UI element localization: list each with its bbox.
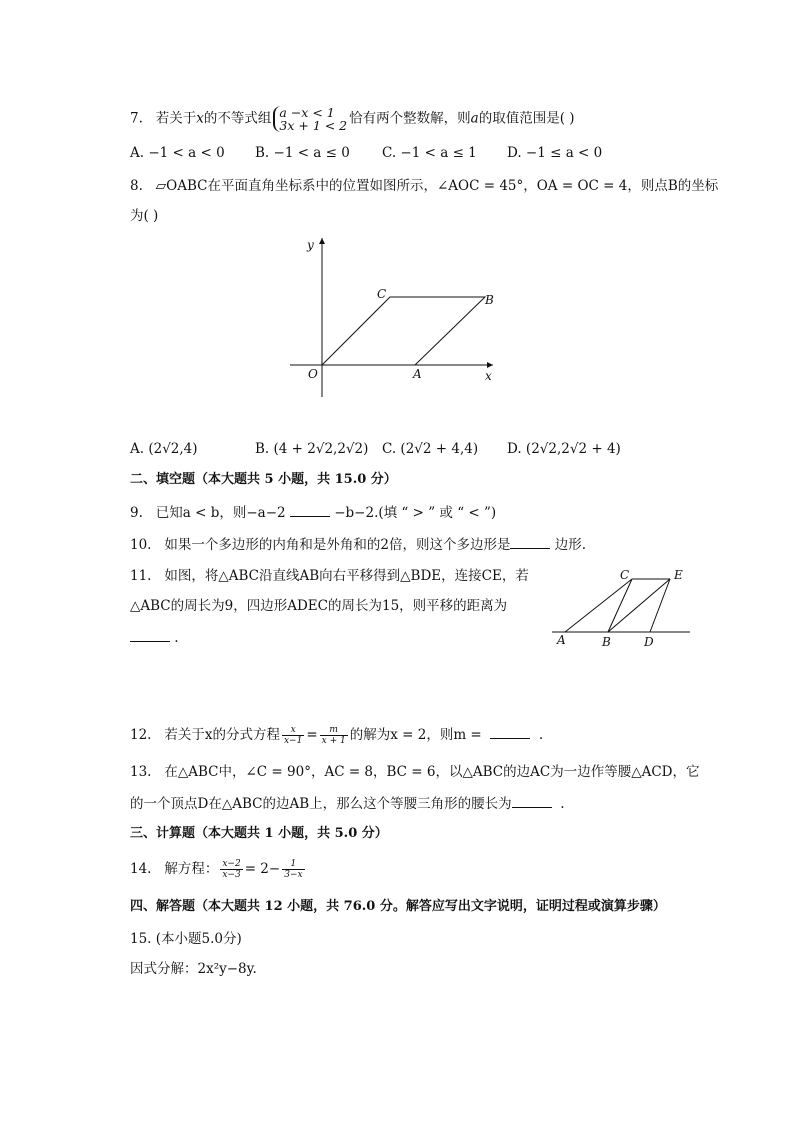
q8-line1: ▱OABC在平面直角坐标系中的位置如图所示，∠AOC = 45°，OA = OC = 4，则点B的坐标: [155, 178, 719, 194]
question-14: [130, 859, 307, 880]
q7-var-x: x: [196, 110, 204, 127]
fig11-label-a: A: [557, 633, 566, 647]
q13-line1: 在△ABC中，∠C = 90°，AC = 8，BC = 6，以△ABC的边AC为一边作等腰△ACD，它: [164, 764, 700, 780]
fig11-label-e: E: [674, 568, 683, 582]
section-3-heading: 三、计算题（本大题共 1 小题，共 5.0 分）: [130, 826, 388, 841]
x-axis-label: x: [485, 369, 492, 383]
question-7: [130, 106, 575, 132]
q12-text-b: 的解为x = 2，则m =: [349, 727, 482, 743]
y-axis-label: y: [307, 238, 314, 252]
q8-option-c[interactable]: C. (2√2 + 4,4): [382, 441, 479, 457]
q9-text-a: 已知a < b，则−a−2: [155, 505, 286, 521]
point-c-label: C: [377, 287, 387, 301]
q7-option-a[interactable]: A. −1 < a < 0: [130, 145, 225, 161]
q12-text-c: .: [538, 727, 544, 743]
q11-line3: [130, 627, 179, 648]
question-11: [130, 566, 529, 586]
fig11-label-c: C: [620, 568, 630, 582]
q12-frac1-numerator: x: [282, 725, 304, 736]
point-o-label: O: [308, 367, 318, 381]
q8-number: 8.: [130, 178, 143, 194]
q12-frac2-denominator: x + 1: [321, 736, 346, 746]
q12-answer-blank[interactable]: [490, 724, 530, 739]
q11-line3-tail: .: [174, 630, 179, 646]
q7-sys-line2: 3x + 1 < 2: [279, 118, 348, 133]
q10-text-a: 如果一个多边形的内角和是外角和的2倍，则这个多边形是: [164, 537, 511, 553]
q12-fraction-1: [282, 725, 304, 746]
q9-text-b: −b−2.(填 “ > ” 或 “ < ”): [334, 505, 497, 521]
q13-line2-b: .: [560, 796, 565, 812]
q11-translation-figure: [550, 564, 695, 654]
q8-option-a[interactable]: A. (2√2,4): [130, 441, 198, 457]
q14-middle: = 2−: [244, 861, 281, 877]
q7-option-b[interactable]: B. −1 < a ≤ 0: [255, 145, 350, 161]
question-8: [130, 176, 718, 196]
q12-fraction-2: [320, 725, 348, 746]
q14-frac1-denominator: x−3: [222, 870, 241, 880]
q8-option-d[interactable]: D. (2√2,2√2 + 4): [507, 441, 621, 457]
point-a-label: A: [413, 367, 422, 381]
q7-text: 若关于: [155, 110, 197, 127]
q14-number: 14.: [130, 861, 152, 877]
fig11-label-d: D: [644, 635, 654, 649]
triangle-bde: [608, 579, 670, 632]
question-12: [130, 724, 543, 746]
q14-frac2-numerator: 1: [282, 859, 304, 870]
triangle-abc: [565, 579, 632, 632]
q7-option-c[interactable]: C. −1 < a ≤ 1: [382, 145, 477, 161]
q11-number: 11.: [130, 568, 152, 584]
q8-coordinate-figure: [285, 232, 510, 402]
q10-answer-blank[interactable]: [510, 534, 550, 549]
q13-number: 13.: [130, 764, 152, 780]
q13-line2-a: 的一个顶点D在△ABC的边AB上，那么这个等腰三角形的腰长为: [130, 796, 512, 812]
q12-frac2-numerator: m: [320, 725, 348, 736]
q14-fraction-1: [220, 859, 242, 880]
q9-answer-blank[interactable]: [290, 502, 330, 517]
q12-equals: =: [306, 727, 318, 743]
q7-text-c: 恰有两个整数解，则: [349, 110, 471, 127]
q11-answer-blank[interactable]: [130, 627, 170, 642]
q7-option-d[interactable]: D. −1 ≤ a < 0: [507, 145, 603, 161]
q13-line2: [130, 793, 565, 814]
q10-text-b: 边形.: [554, 537, 587, 553]
q12-number: 12.: [130, 727, 152, 743]
y-axis-arrow-icon: [319, 238, 325, 244]
q10-number: 10.: [130, 537, 152, 553]
q12-text-a: 若关于x的分式方程: [164, 727, 280, 743]
q8-line2: 为( ): [130, 208, 159, 224]
question-13: [130, 762, 700, 782]
q7-var-a: a: [470, 110, 479, 127]
fig11-label-b: B: [602, 635, 611, 649]
q15-header: 15. (本小题5.0分): [130, 931, 242, 947]
q7-text-b: 的不等式组: [203, 110, 272, 127]
q7-inequality-system: [273, 106, 347, 132]
q15-text: 因式分解：2x²y−8y.: [130, 961, 257, 977]
section-2-heading: 二、填空题（本大题共 5 小题，共 15.0 分）: [130, 472, 397, 487]
q7-number: 7.: [130, 110, 143, 127]
x-axis-arrow-icon: [487, 362, 493, 368]
q11-line1: 如图，将△ABC沿直线AB向右平移得到△BDE，连接CE，若: [164, 568, 529, 584]
point-b-label: B: [485, 293, 494, 307]
q12-frac1-denominator: x−1: [283, 736, 303, 746]
question-9: [130, 502, 496, 523]
parallelogram-oabc: [322, 297, 485, 365]
q14-fraction-2: [282, 859, 304, 880]
q13-answer-blank[interactable]: [512, 793, 552, 808]
q14-frac2-denominator: 3−x: [284, 870, 303, 880]
q7-text-d: 的取值范围是( ): [478, 110, 575, 127]
question-10: [130, 534, 586, 555]
q14-text-a: 解方程：: [164, 861, 219, 877]
q9-number: 9.: [130, 505, 143, 521]
section-4-heading: 四、解答题（本大题共 12 小题，共 76.0 分。解答应写出文字说明，证明过程或演算步骤）: [130, 899, 666, 914]
q14-frac1-numerator: x−2: [222, 859, 241, 869]
q7-sys-line1: a −x < 1: [279, 105, 335, 120]
q8-option-b[interactable]: B. (4 + 2√2,2√2): [255, 441, 369, 457]
q11-line2: △ABC的周长为9，四边形ADEC的周长为15，则平移的距离为: [130, 598, 508, 614]
